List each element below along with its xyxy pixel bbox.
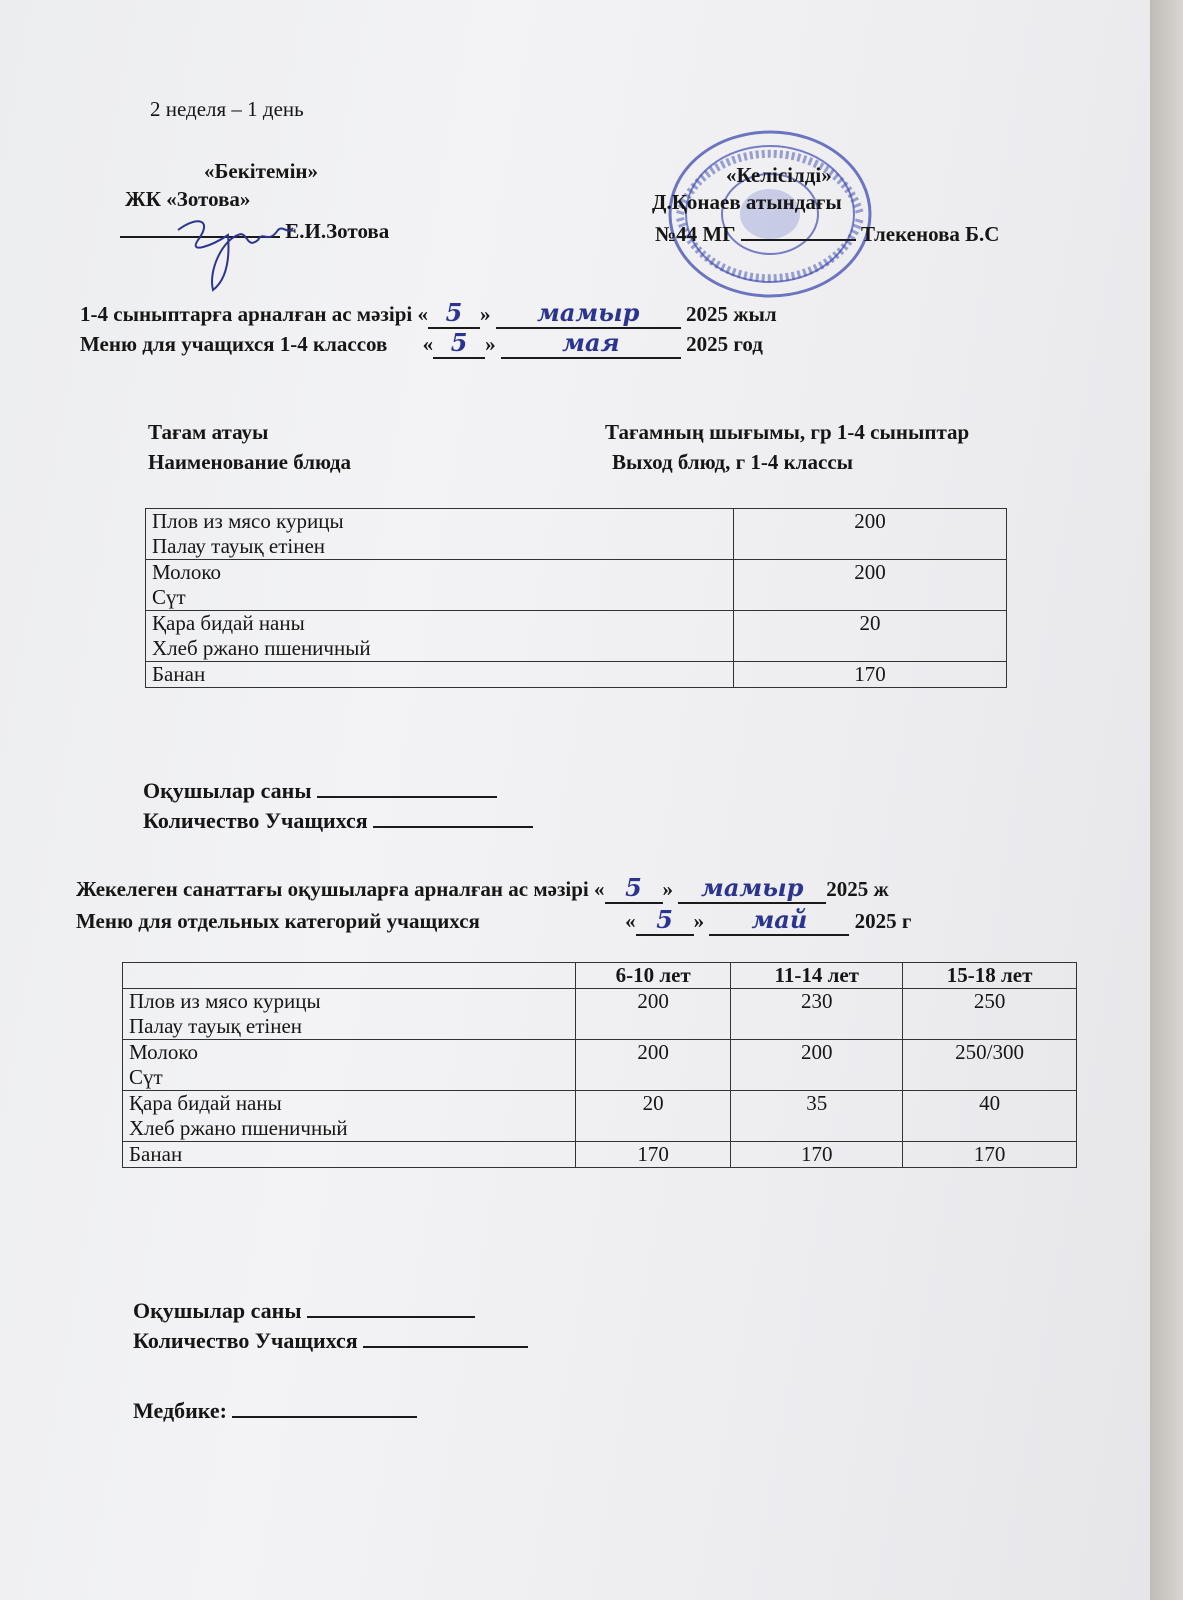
handwritten-signature-left bbox=[168, 200, 298, 295]
students-count-ru-row bbox=[143, 808, 533, 834]
dish-name-cell bbox=[123, 1091, 576, 1142]
dish-name-cell bbox=[146, 560, 734, 611]
dish-name-line: Молоко bbox=[152, 560, 221, 584]
dish-name-cell bbox=[123, 1142, 576, 1168]
age-portion-cell: 20 bbox=[576, 1091, 731, 1142]
menu1-kz-year: 2025 жыл bbox=[685, 302, 777, 326]
dish-yield-cell: 200 bbox=[734, 509, 1007, 560]
dish-name-line: Плов из мясо курицы bbox=[129, 989, 321, 1013]
dish-name-cell bbox=[146, 611, 734, 662]
table-row bbox=[146, 509, 1007, 560]
table-row bbox=[123, 1040, 1077, 1091]
menu1-title-kz-text: 1-4 сыныптарға арналған ас мәзірі bbox=[80, 302, 413, 326]
dish-yield-cell: 200 bbox=[734, 560, 1007, 611]
menu2-kz-year: 2025 ж bbox=[826, 877, 889, 901]
approve-signer-name: Е.И.Зотова bbox=[285, 219, 390, 243]
students-count2-kz: Оқушылар саны bbox=[133, 1298, 302, 1323]
nurse-row bbox=[133, 1398, 417, 1424]
age-portion-cell: 170 bbox=[731, 1142, 903, 1168]
agree-school-number: №44 МГ bbox=[655, 222, 736, 246]
menu2-kz-day: 5 bbox=[625, 873, 642, 902]
students-count2-ru: Количество Учащихся bbox=[133, 1328, 358, 1353]
table-row bbox=[123, 1091, 1077, 1142]
table-row bbox=[146, 611, 1007, 662]
age-portion-cell: 250/300 bbox=[903, 1040, 1077, 1091]
approve-org: ЖК «Зотова» bbox=[125, 187, 251, 211]
dish-name-line: Хлеб ржано пшеничный bbox=[129, 1116, 348, 1140]
table-row bbox=[123, 1142, 1077, 1168]
dish-name-line: Банан bbox=[129, 1142, 183, 1166]
menu1-kz-day: 5 bbox=[445, 298, 463, 327]
dish-name-line: Плов из мясо курицы bbox=[152, 509, 344, 533]
dish-yield-cell: 170 bbox=[734, 662, 1007, 688]
menu2-header-empty bbox=[123, 963, 576, 989]
age-portion-cell: 200 bbox=[576, 1040, 731, 1091]
age-portion-cell: 40 bbox=[903, 1091, 1077, 1142]
menu1-title-kz: 1-4 сыныптарға арналған ас мәзірі « 5 » мамыр 2025 жыл bbox=[80, 298, 777, 327]
agree-signer-line bbox=[655, 222, 999, 247]
age-portion-cell: 200 bbox=[731, 1040, 903, 1091]
dish-name-line: Қара бидай наны bbox=[152, 611, 305, 635]
table-row bbox=[123, 989, 1077, 1040]
students-count-kz: Оқушылар саны bbox=[143, 778, 312, 803]
menu2-header-age-2: 11-14 лет bbox=[731, 963, 903, 989]
nurse-label: Медбике: bbox=[133, 1398, 227, 1423]
agree-heading: «Келісілді» bbox=[726, 163, 832, 187]
dish-name-line: Қара бидай наны bbox=[129, 1091, 282, 1115]
menu1-title-ru-text: Меню для учащихся 1-4 классов bbox=[80, 332, 388, 356]
menu2-ru-year: 2025 г bbox=[854, 909, 912, 933]
menu2-header-age-1: 6-10 лет bbox=[576, 963, 731, 989]
students-count2-ru-row bbox=[133, 1328, 528, 1354]
menu1-title-ru: Меню для учащихся 1-4 классов « 5 » мая 2025 год bbox=[80, 328, 763, 357]
age-portion-cell: 170 bbox=[903, 1142, 1077, 1168]
dish-name-kz: Тағам атауы bbox=[148, 420, 269, 444]
menu2-title-kz: Жекелеген санаттағы оқушыларға арналған ас мәзірі « 5 » мамыр 2025 ж bbox=[76, 873, 889, 902]
yield-kz: Тағамның шығымы, гр 1-4 сыныптар bbox=[605, 420, 970, 444]
dish-name-line: Молоко bbox=[129, 1040, 198, 1064]
agree-signer-name: Тлекенова Б.С bbox=[861, 222, 1000, 246]
dish-name-line: Сүт bbox=[129, 1065, 163, 1089]
dish-name-cell bbox=[146, 509, 734, 560]
age-portion-cell: 35 bbox=[731, 1091, 903, 1142]
age-portion-cell: 250 bbox=[903, 989, 1077, 1040]
students-count2-kz-row bbox=[133, 1298, 475, 1324]
week-day-label: 2 неделя – 1 день bbox=[150, 97, 304, 121]
dish-yield-cell: 20 bbox=[734, 611, 1007, 662]
menu2-title-ru-text: Меню для отдельных категорий учащихся bbox=[76, 909, 480, 933]
menu1-table bbox=[145, 508, 1007, 688]
table-row bbox=[146, 662, 1007, 688]
students-count-kz-row bbox=[143, 778, 497, 804]
dish-name-line: Хлеб ржано пшеничный bbox=[152, 636, 371, 660]
age-portion-cell: 230 bbox=[731, 989, 903, 1040]
agree-org: Д.Қонаев атындағы bbox=[652, 190, 842, 214]
dish-name-line: Банан bbox=[152, 662, 206, 686]
menu1-kz-month: мамыр bbox=[537, 298, 640, 327]
dish-name-ru: Наименование блюда bbox=[148, 450, 351, 474]
dish-name-cell bbox=[146, 662, 734, 688]
menu2-title-ru: Меню для отдельных категорий учащихся « 5 » май 2025 г bbox=[76, 905, 912, 934]
dish-name-cell bbox=[123, 1040, 576, 1091]
dish-name-cell bbox=[123, 989, 576, 1040]
page-edge bbox=[1150, 0, 1183, 1600]
approve-heading: «Бекітемін» bbox=[204, 159, 319, 183]
menu2-kz-month: мамыр bbox=[701, 873, 804, 902]
menu2-ru-month: май bbox=[751, 905, 808, 934]
menu2-ru-day: 5 bbox=[656, 905, 673, 934]
age-portion-cell: 200 bbox=[576, 989, 731, 1040]
menu2-table bbox=[122, 962, 1077, 1168]
dish-name-line: Палау тауық етінен bbox=[129, 1014, 303, 1038]
menu2-header-age-3: 15-18 лет bbox=[903, 963, 1077, 989]
age-portion-cell: 170 bbox=[576, 1142, 731, 1168]
table-row bbox=[146, 560, 1007, 611]
dish-name-line: Сүт bbox=[152, 585, 186, 609]
menu1-ru-day: 5 bbox=[450, 328, 468, 357]
dish-name-line: Палау тауық етінен bbox=[152, 534, 326, 558]
yield-ru: Выход блюд, г 1-4 классы bbox=[612, 450, 854, 474]
menu2-title-kz-text: Жекелеген санаттағы оқушыларға арналған ас мәзірі bbox=[76, 877, 589, 901]
menu1-ru-month: мая bbox=[562, 328, 620, 357]
students-count-ru: Количество Учащихся bbox=[143, 808, 368, 833]
menu1-ru-year: 2025 год bbox=[686, 332, 763, 356]
